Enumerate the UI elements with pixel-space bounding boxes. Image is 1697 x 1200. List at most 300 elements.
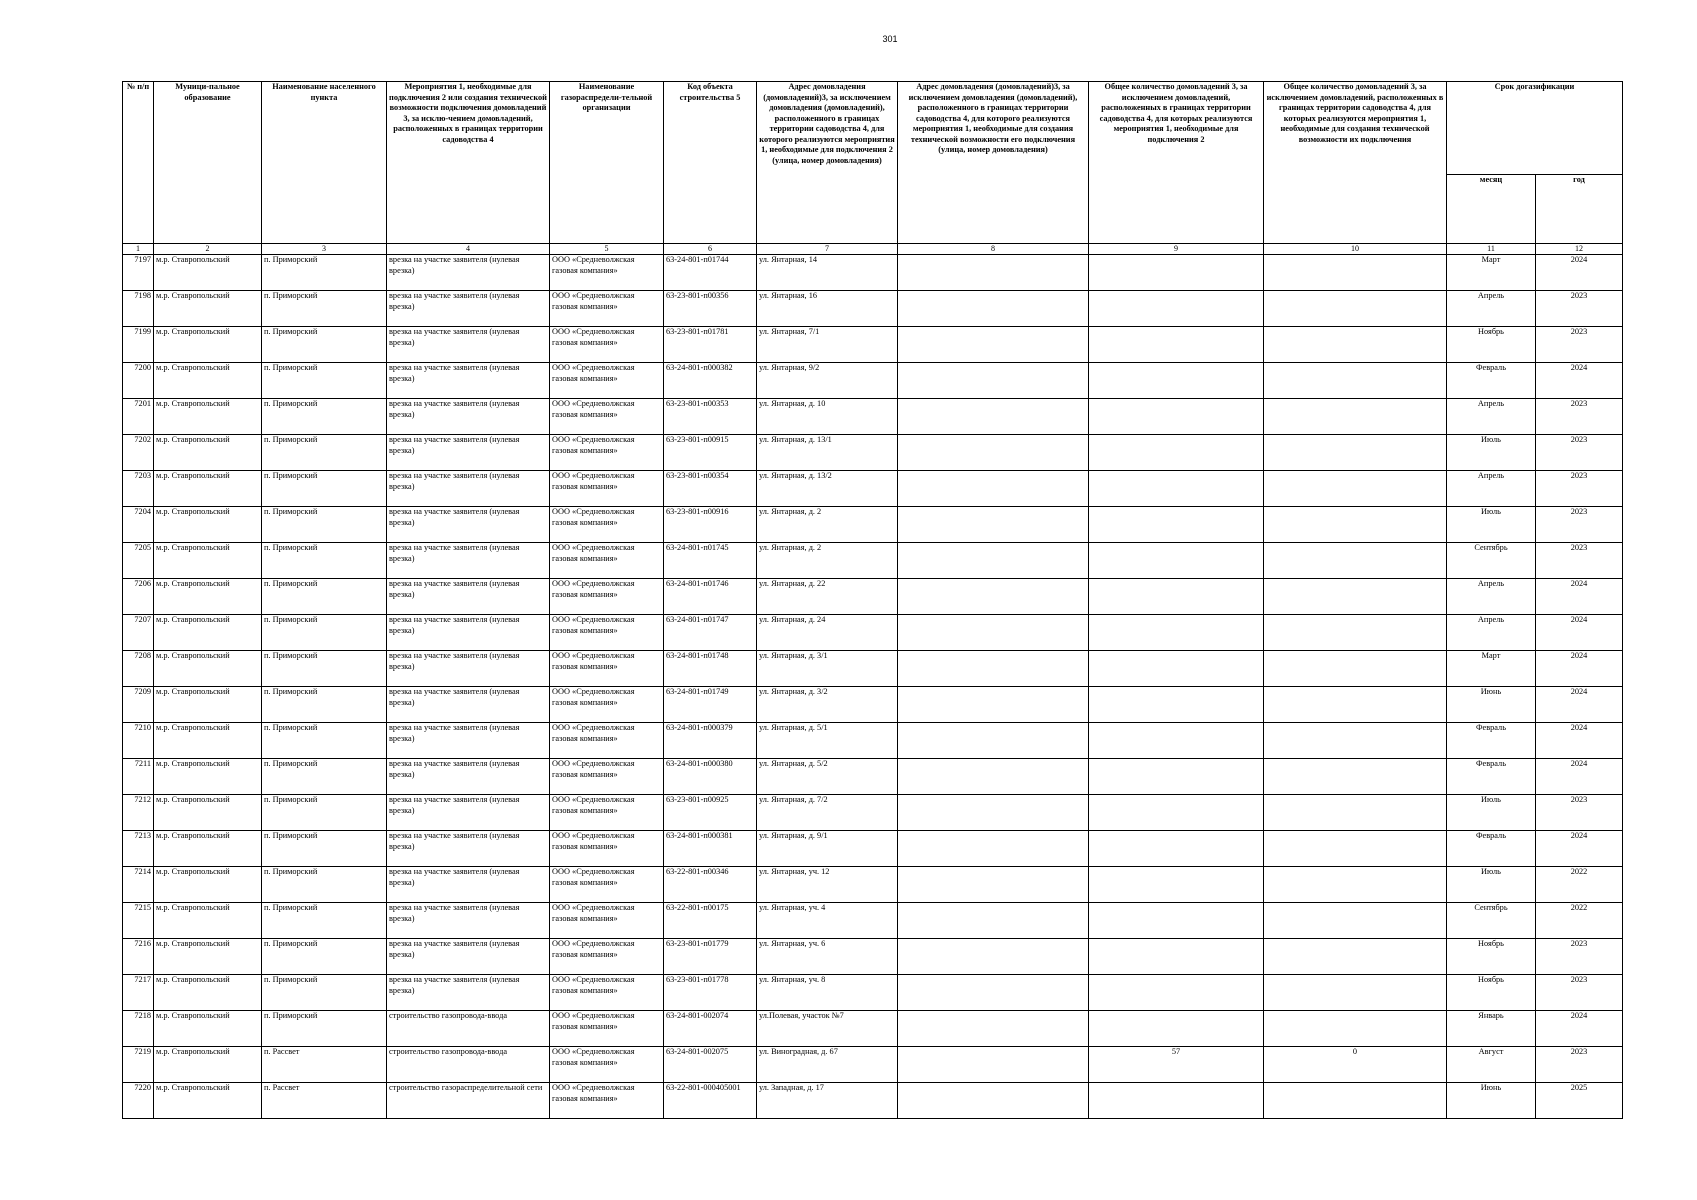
row-number: 7205 xyxy=(123,543,154,579)
measure-cell: строительство газораспределительной сети xyxy=(387,1083,550,1119)
month-cell: Август xyxy=(1447,1047,1536,1083)
municipality-cell: м.р. Ставропольский xyxy=(154,471,262,507)
technical-count-cell xyxy=(1264,363,1447,399)
address-cell: ул. Янтарная, уч. 6 xyxy=(757,939,898,975)
object-code-cell: 63-24-801-п01747 xyxy=(664,615,757,651)
month-cell: Март xyxy=(1447,255,1536,291)
address-cell: ул. Янтарная, д. 3/1 xyxy=(757,651,898,687)
address-cell: ул. Западная, д. 17 xyxy=(757,1083,898,1119)
settlement-cell: п. Приморский xyxy=(262,975,387,1011)
header-month: месяц xyxy=(1447,175,1536,244)
row-number: 7219 xyxy=(123,1047,154,1083)
row-number: 7207 xyxy=(123,615,154,651)
object-code-cell: 63-23-801-п00353 xyxy=(664,399,757,435)
row-number: 7213 xyxy=(123,831,154,867)
technical-address-cell xyxy=(898,759,1089,795)
month-cell: Апрель xyxy=(1447,615,1536,651)
municipality-cell: м.р. Ставропольский xyxy=(154,1047,262,1083)
settlement-cell: п. Приморский xyxy=(262,939,387,975)
table-row xyxy=(123,399,1623,435)
municipality-cell: м.р. Ставропольский xyxy=(154,651,262,687)
month-cell: Март xyxy=(1447,651,1536,687)
address-cell: ул. Виноградная, д. 67 xyxy=(757,1047,898,1083)
year-cell: 2023 xyxy=(1536,795,1623,831)
table-row xyxy=(123,795,1623,831)
year-cell: 2025 xyxy=(1536,1083,1623,1119)
header-settlement: Наименование населенного пункта xyxy=(262,82,387,244)
measure-cell: врезка на участке заявителя (нулевая врезка) xyxy=(387,471,550,507)
year-cell: 2024 xyxy=(1536,255,1623,291)
connection-count-cell xyxy=(1089,1011,1264,1047)
connection-count-cell xyxy=(1089,687,1264,723)
organization-cell: ООО «Средневолжская газовая компания» xyxy=(550,255,664,291)
column-number: 10 xyxy=(1264,244,1447,255)
connection-count-cell xyxy=(1089,867,1264,903)
table-row xyxy=(123,651,1623,687)
organization-cell: ООО «Средневолжская газовая компания» xyxy=(550,507,664,543)
organization-cell: ООО «Средневолжская газовая компания» xyxy=(550,795,664,831)
technical-count-cell xyxy=(1264,687,1447,723)
technical-count-cell xyxy=(1264,579,1447,615)
technical-address-cell xyxy=(898,507,1089,543)
organization-cell: ООО «Средневолжская газовая компания» xyxy=(550,399,664,435)
measure-cell: врезка на участке заявителя (нулевая врезка) xyxy=(387,615,550,651)
technical-count-cell xyxy=(1264,975,1447,1011)
connection-count-cell xyxy=(1089,795,1264,831)
connection-count-cell xyxy=(1089,903,1264,939)
technical-address-cell xyxy=(898,939,1089,975)
measure-cell: врезка на участке заявителя (нулевая врезка) xyxy=(387,867,550,903)
object-code-cell: 63-23-801-п01781 xyxy=(664,327,757,363)
organization-cell: ООО «Средневолжская газовая компания» xyxy=(550,759,664,795)
connection-count-cell xyxy=(1089,363,1264,399)
measure-cell: врезка на участке заявителя (нулевая врезка) xyxy=(387,759,550,795)
technical-address-cell xyxy=(898,1083,1089,1119)
header-municipality: Муници-пальное образование xyxy=(154,82,262,244)
table-row xyxy=(123,831,1623,867)
technical-count-cell xyxy=(1264,903,1447,939)
settlement-cell: п. Приморский xyxy=(262,903,387,939)
object-code-cell: 63-24-801-п01746 xyxy=(664,579,757,615)
settlement-cell: п. Приморский xyxy=(262,651,387,687)
municipality-cell: м.р. Ставропольский xyxy=(154,507,262,543)
technical-address-cell xyxy=(898,651,1089,687)
row-number: 7208 xyxy=(123,651,154,687)
month-cell: Сентябрь xyxy=(1447,903,1536,939)
year-cell: 2024 xyxy=(1536,723,1623,759)
organization-cell: ООО «Средневолжская газовая компания» xyxy=(550,687,664,723)
row-number: 7204 xyxy=(123,507,154,543)
row-number: 7203 xyxy=(123,471,154,507)
connection-count-cell xyxy=(1089,435,1264,471)
technical-count-cell xyxy=(1264,759,1447,795)
object-code-cell: 63-24-801-002074 xyxy=(664,1011,757,1047)
object-code-cell: 63-23-801-п00925 xyxy=(664,795,757,831)
technical-count-cell xyxy=(1264,543,1447,579)
technical-count-cell xyxy=(1264,1083,1447,1119)
object-code-cell: 63-22-801-п00175 xyxy=(664,903,757,939)
table-row xyxy=(123,543,1623,579)
measure-cell: врезка на участке заявителя (нулевая врезка) xyxy=(387,255,550,291)
settlement-cell: п. Приморский xyxy=(262,435,387,471)
municipality-cell: м.р. Ставропольский xyxy=(154,795,262,831)
column-number: 3 xyxy=(262,244,387,255)
measure-cell: врезка на участке заявителя (нулевая врезка) xyxy=(387,975,550,1011)
municipality-cell: м.р. Ставропольский xyxy=(154,399,262,435)
organization-cell: ООО «Средневолжская газовая компания» xyxy=(550,1011,664,1047)
object-code-cell: 63-23-801-п00915 xyxy=(664,435,757,471)
month-cell: Апрель xyxy=(1447,471,1536,507)
row-number: 7198 xyxy=(123,291,154,327)
organization-cell: ООО «Средневолжская газовая компания» xyxy=(550,471,664,507)
connection-count-cell: 57 xyxy=(1089,1047,1264,1083)
technical-address-cell xyxy=(898,291,1089,327)
technical-address-cell xyxy=(898,975,1089,1011)
header-measures: Мероприятия 1, необходимые для подключения 2 или создания технической возможности подключения домовладений 3, за исклю-чением домовладений, расположенных в границах территории садоводства 4 xyxy=(387,82,550,244)
object-code-cell: 63-24-801-п01745 xyxy=(664,543,757,579)
technical-address-cell xyxy=(898,723,1089,759)
month-cell: Февраль xyxy=(1447,363,1536,399)
settlement-cell: п. Приморский xyxy=(262,543,387,579)
organization-cell: ООО «Средневолжская газовая компания» xyxy=(550,1083,664,1119)
technical-address-cell xyxy=(898,579,1089,615)
connection-count-cell xyxy=(1089,615,1264,651)
object-code-cell: 63-22-801-п00346 xyxy=(664,867,757,903)
technical-address-cell xyxy=(898,399,1089,435)
column-number: 8 xyxy=(898,244,1089,255)
municipality-cell: м.р. Ставропольский xyxy=(154,903,262,939)
connection-count-cell xyxy=(1089,759,1264,795)
header-address-technical: Адрес домовладения (домовладений)3, за исключением домовладения (домовладений), расположенного в границах территории садоводства 4, для которого реализуются мероприятия 1, необходимые для создания технической возможности его подключения (улица, номер домовладения) xyxy=(898,82,1089,244)
connection-count-cell xyxy=(1089,507,1264,543)
municipality-cell: м.р. Ставропольский xyxy=(154,939,262,975)
settlement-cell: п. Приморский xyxy=(262,471,387,507)
column-number: 6 xyxy=(664,244,757,255)
organization-cell: ООО «Средневолжская газовая компания» xyxy=(550,615,664,651)
municipality-cell: м.р. Ставропольский xyxy=(154,543,262,579)
table-row xyxy=(123,255,1623,291)
header-address-connection: Адрес домовладения (домовладений)3, за исключением домовладения (домовладений), расположенного в границах территории садоводства 4, для которого реализуются мероприятия 1, необходимые для подключения 2 (улица, номер домовладения) xyxy=(757,82,898,244)
year-cell: 2024 xyxy=(1536,831,1623,867)
address-cell: ул. Янтарная, уч. 4 xyxy=(757,903,898,939)
technical-count-cell xyxy=(1264,255,1447,291)
technical-count-cell xyxy=(1264,507,1447,543)
technical-count-cell xyxy=(1264,831,1447,867)
technical-count-cell xyxy=(1264,435,1447,471)
technical-count-cell: 0 xyxy=(1264,1047,1447,1083)
connection-count-cell xyxy=(1089,723,1264,759)
settlement-cell: п. Приморский xyxy=(262,867,387,903)
measure-cell: врезка на участке заявителя (нулевая врезка) xyxy=(387,723,550,759)
settlement-cell: п. Приморский xyxy=(262,579,387,615)
address-cell: ул. Янтарная, д. 9/1 xyxy=(757,831,898,867)
table-row xyxy=(123,579,1623,615)
column-number-row xyxy=(123,244,1623,255)
municipality-cell: м.р. Ставропольский xyxy=(154,723,262,759)
address-cell: ул. Янтарная, д. 2 xyxy=(757,543,898,579)
technical-address-cell xyxy=(898,363,1089,399)
organization-cell: ООО «Средневолжская газовая компания» xyxy=(550,867,664,903)
object-code-cell: 63-24-801-002075 xyxy=(664,1047,757,1083)
technical-address-cell xyxy=(898,1047,1089,1083)
technical-address-cell xyxy=(898,867,1089,903)
year-cell: 2024 xyxy=(1536,579,1623,615)
address-cell: ул. Янтарная, д. 2 xyxy=(757,507,898,543)
measure-cell: врезка на участке заявителя (нулевая врезка) xyxy=(387,903,550,939)
gasification-table xyxy=(122,81,1623,1119)
row-number: 7199 xyxy=(123,327,154,363)
column-number: 2 xyxy=(154,244,262,255)
measure-cell: врезка на участке заявителя (нулевая врезка) xyxy=(387,435,550,471)
year-cell: 2024 xyxy=(1536,651,1623,687)
month-cell: Апрель xyxy=(1447,291,1536,327)
organization-cell: ООО «Средневолжская газовая компания» xyxy=(550,291,664,327)
address-cell: ул.Полевая, участок №7 xyxy=(757,1011,898,1047)
connection-count-cell xyxy=(1089,291,1264,327)
row-number: 7200 xyxy=(123,363,154,399)
technical-address-cell xyxy=(898,327,1089,363)
technical-count-cell xyxy=(1264,867,1447,903)
address-cell: ул. Янтарная, 14 xyxy=(757,255,898,291)
year-cell: 2024 xyxy=(1536,1011,1623,1047)
month-cell: Июль xyxy=(1447,867,1536,903)
header-count-connection: Общее количество домовладений 3, за исключением домовладений, расположенных в границах территории садоводства 4, для которых реализуются мероприятия 1, необходимые для подключения 2 xyxy=(1089,82,1264,244)
table-row xyxy=(123,435,1623,471)
technical-count-cell xyxy=(1264,399,1447,435)
year-cell: 2024 xyxy=(1536,615,1623,651)
table-row xyxy=(123,1011,1623,1047)
table-row xyxy=(123,867,1623,903)
settlement-cell: п. Приморский xyxy=(262,291,387,327)
year-cell: 2023 xyxy=(1536,471,1623,507)
technical-address-cell xyxy=(898,903,1089,939)
settlement-cell: п. Приморский xyxy=(262,507,387,543)
connection-count-cell xyxy=(1089,579,1264,615)
month-cell: Апрель xyxy=(1447,399,1536,435)
technical-address-cell xyxy=(898,831,1089,867)
year-cell: 2023 xyxy=(1536,939,1623,975)
table-row xyxy=(123,723,1623,759)
measure-cell: врезка на участке заявителя (нулевая врезка) xyxy=(387,363,550,399)
municipality-cell: м.р. Ставропольский xyxy=(154,291,262,327)
row-number: 7212 xyxy=(123,795,154,831)
settlement-cell: п. Приморский xyxy=(262,759,387,795)
column-number: 1 xyxy=(123,244,154,255)
month-cell: Ноябрь xyxy=(1447,975,1536,1011)
column-number: 9 xyxy=(1089,244,1264,255)
address-cell: ул. Янтарная, 9/2 xyxy=(757,363,898,399)
year-cell: 2022 xyxy=(1536,867,1623,903)
header-object-code: Код объекта строительства 5 xyxy=(664,82,757,244)
municipality-cell: м.р. Ставропольский xyxy=(154,975,262,1011)
measure-cell: врезка на участке заявителя (нулевая врезка) xyxy=(387,651,550,687)
organization-cell: ООО «Средневолжская газовая компания» xyxy=(550,903,664,939)
year-cell: 2024 xyxy=(1536,363,1623,399)
object-code-cell: 63-24-801-п000381 xyxy=(664,831,757,867)
settlement-cell: п. Приморский xyxy=(262,255,387,291)
month-cell: Январь xyxy=(1447,1011,1536,1047)
municipality-cell: м.р. Ставропольский xyxy=(154,831,262,867)
column-number: 12 xyxy=(1536,244,1623,255)
connection-count-cell xyxy=(1089,1083,1264,1119)
table-row xyxy=(123,975,1623,1011)
municipality-cell: м.р. Ставропольский xyxy=(154,579,262,615)
month-cell: Июль xyxy=(1447,435,1536,471)
month-cell: Ноябрь xyxy=(1447,939,1536,975)
row-number: 7218 xyxy=(123,1011,154,1047)
settlement-cell: п. Приморский xyxy=(262,363,387,399)
measure-cell: врезка на участке заявителя (нулевая врезка) xyxy=(387,795,550,831)
settlement-cell: п. Рассвет xyxy=(262,1083,387,1119)
measure-cell: врезка на участке заявителя (нулевая врезка) xyxy=(387,507,550,543)
technical-count-cell xyxy=(1264,651,1447,687)
object-code-cell: 63-24-801-п000380 xyxy=(664,759,757,795)
measure-cell: строительство газопровода-ввода xyxy=(387,1011,550,1047)
year-cell: 2023 xyxy=(1536,1047,1623,1083)
technical-address-cell xyxy=(898,795,1089,831)
object-code-cell: 63-23-801-п00356 xyxy=(664,291,757,327)
table-row xyxy=(123,939,1623,975)
municipality-cell: м.р. Ставропольский xyxy=(154,867,262,903)
settlement-cell: п. Приморский xyxy=(262,327,387,363)
connection-count-cell xyxy=(1089,543,1264,579)
table-row xyxy=(123,687,1623,723)
month-cell: Февраль xyxy=(1447,759,1536,795)
organization-cell: ООО «Средневолжская газовая компания» xyxy=(550,327,664,363)
address-cell: ул. Янтарная, д. 5/1 xyxy=(757,723,898,759)
municipality-cell: м.р. Ставропольский xyxy=(154,435,262,471)
technical-address-cell xyxy=(898,543,1089,579)
measure-cell: врезка на участке заявителя (нулевая врезка) xyxy=(387,399,550,435)
table-row xyxy=(123,903,1623,939)
table-row xyxy=(123,1047,1623,1083)
address-cell: ул. Янтарная, уч. 8 xyxy=(757,975,898,1011)
object-code-cell: 63-23-801-п01778 xyxy=(664,975,757,1011)
connection-count-cell xyxy=(1089,471,1264,507)
measure-cell: врезка на участке заявителя (нулевая врезка) xyxy=(387,831,550,867)
technical-count-cell xyxy=(1264,1011,1447,1047)
year-cell: 2023 xyxy=(1536,327,1623,363)
connection-count-cell xyxy=(1089,651,1264,687)
row-number: 7201 xyxy=(123,399,154,435)
address-cell: ул. Янтарная, уч. 12 xyxy=(757,867,898,903)
technical-count-cell xyxy=(1264,939,1447,975)
address-cell: ул. Янтарная, д. 24 xyxy=(757,615,898,651)
measure-cell: врезка на участке заявителя (нулевая врезка) xyxy=(387,579,550,615)
address-cell: ул. Янтарная, д. 10 xyxy=(757,399,898,435)
table-row xyxy=(123,471,1623,507)
column-number: 7 xyxy=(757,244,898,255)
table-body xyxy=(123,244,1623,1119)
year-cell: 2023 xyxy=(1536,399,1623,435)
header-count-technical: Общее количество домовладений 3, за исключением домовладений, расположенных в границах территории садоводства 4, для которых реализуются мероприятия 1, необходимые для создания технической возможности их подключения xyxy=(1264,82,1447,244)
object-code-cell: 63-22-801-000405001 xyxy=(664,1083,757,1119)
table-row xyxy=(123,363,1623,399)
table-row xyxy=(123,759,1623,795)
row-number: 7211 xyxy=(123,759,154,795)
column-number: 4 xyxy=(387,244,550,255)
month-cell: Июль xyxy=(1447,507,1536,543)
organization-cell: ООО «Средневолжская газовая компания» xyxy=(550,1047,664,1083)
row-number: 7220 xyxy=(123,1083,154,1119)
month-cell: Февраль xyxy=(1447,831,1536,867)
measure-cell: врезка на участке заявителя (нулевая врезка) xyxy=(387,939,550,975)
organization-cell: ООО «Средневолжская газовая компания» xyxy=(550,651,664,687)
technical-address-cell xyxy=(898,615,1089,651)
row-number: 7215 xyxy=(123,903,154,939)
table-row xyxy=(123,291,1623,327)
column-number: 11 xyxy=(1447,244,1536,255)
municipality-cell: м.р. Ставропольский xyxy=(154,327,262,363)
connection-count-cell xyxy=(1089,831,1264,867)
row-number: 7214 xyxy=(123,867,154,903)
year-cell: 2024 xyxy=(1536,687,1623,723)
object-code-cell: 63-24-801-п000379 xyxy=(664,723,757,759)
year-cell: 2022 xyxy=(1536,903,1623,939)
organization-cell: ООО «Средневолжская газовая компания» xyxy=(550,579,664,615)
object-code-cell: 63-23-801-п01779 xyxy=(664,939,757,975)
organization-cell: ООО «Средневолжская газовая компания» xyxy=(550,543,664,579)
row-number: 7206 xyxy=(123,579,154,615)
technical-address-cell xyxy=(898,1011,1089,1047)
measure-cell: врезка на участке заявителя (нулевая врезка) xyxy=(387,291,550,327)
technical-count-cell xyxy=(1264,327,1447,363)
technical-address-cell xyxy=(898,471,1089,507)
year-cell: 2023 xyxy=(1536,975,1623,1011)
year-cell: 2023 xyxy=(1536,291,1623,327)
page-number: 301 xyxy=(882,34,898,44)
organization-cell: ООО «Средневолжская газовая компания» xyxy=(550,723,664,759)
month-cell: Апрель xyxy=(1447,579,1536,615)
settlement-cell: п. Приморский xyxy=(262,723,387,759)
header-organization: Наименование газораспредели-тельной организации xyxy=(550,82,664,244)
header-num: № п/п xyxy=(123,82,154,244)
connection-count-cell xyxy=(1089,399,1264,435)
settlement-cell: п. Приморский xyxy=(262,399,387,435)
header-deadline: Срок догазификации xyxy=(1447,82,1623,175)
organization-cell: ООО «Средневолжская газовая компания» xyxy=(550,831,664,867)
settlement-cell: п. Приморский xyxy=(262,831,387,867)
month-cell: Июль xyxy=(1447,795,1536,831)
organization-cell: ООО «Средневолжская газовая компания» xyxy=(550,975,664,1011)
object-code-cell: 63-23-801-п00354 xyxy=(664,471,757,507)
table-row xyxy=(123,507,1623,543)
municipality-cell: м.р. Ставропольский xyxy=(154,615,262,651)
municipality-cell: м.р. Ставропольский xyxy=(154,1011,262,1047)
object-code-cell: 63-24-801-п000382 xyxy=(664,363,757,399)
address-cell: ул. Янтарная, 16 xyxy=(757,291,898,327)
row-number: 7202 xyxy=(123,435,154,471)
measure-cell: врезка на участке заявителя (нулевая врезка) xyxy=(387,327,550,363)
connection-count-cell xyxy=(1089,327,1264,363)
address-cell: ул. Янтарная, 7/1 xyxy=(757,327,898,363)
technical-count-cell xyxy=(1264,615,1447,651)
settlement-cell: п. Рассвет xyxy=(262,1047,387,1083)
address-cell: ул. Янтарная, д. 7/2 xyxy=(757,795,898,831)
row-number: 7216 xyxy=(123,939,154,975)
technical-count-cell xyxy=(1264,795,1447,831)
technical-count-cell xyxy=(1264,471,1447,507)
organization-cell: ООО «Средневолжская газовая компания» xyxy=(550,363,664,399)
table-row xyxy=(123,615,1623,651)
year-cell: 2023 xyxy=(1536,435,1623,471)
column-number: 5 xyxy=(550,244,664,255)
settlement-cell: п. Приморский xyxy=(262,687,387,723)
measure-cell: строительство газопровода-ввода xyxy=(387,1047,550,1083)
settlement-cell: п. Приморский xyxy=(262,1011,387,1047)
connection-count-cell xyxy=(1089,939,1264,975)
year-cell: 2023 xyxy=(1536,543,1623,579)
